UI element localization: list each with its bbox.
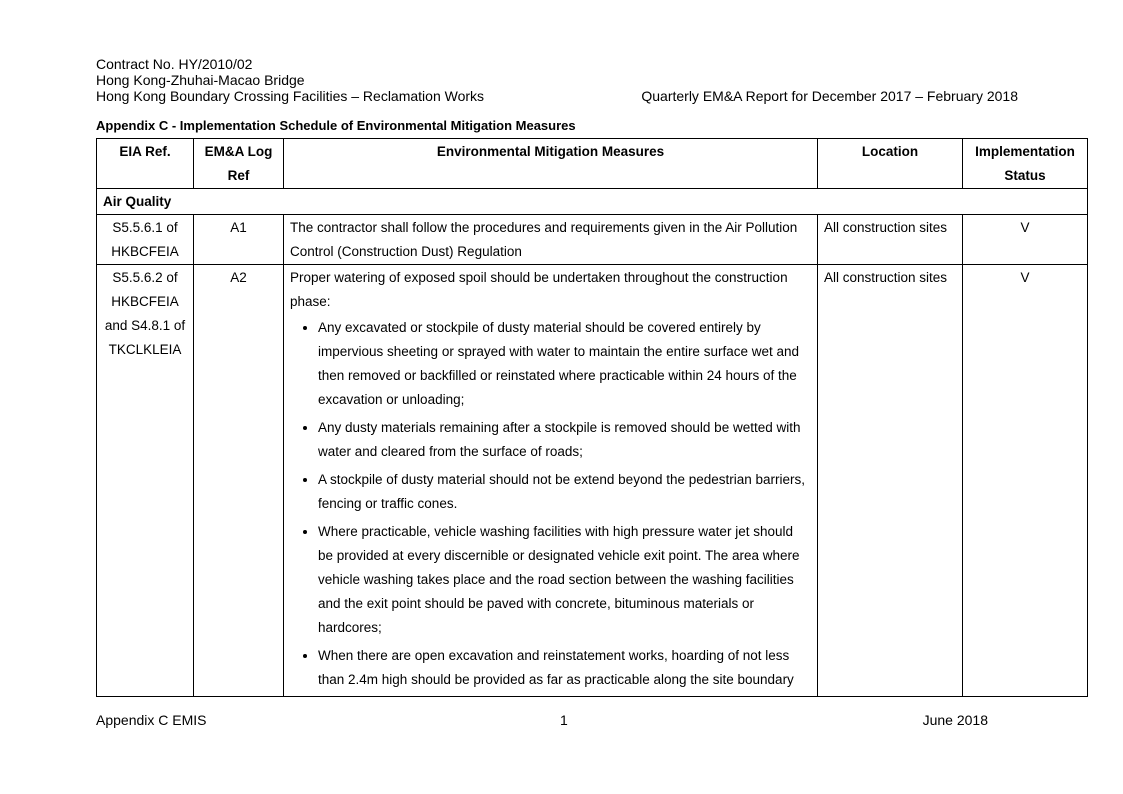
location-cell: All construction sites [818, 215, 963, 265]
header-log-ref: EM&A Log Ref [194, 139, 284, 189]
table-row [97, 265, 1088, 697]
list-item: • Where practicable, vehicle washing facilities with high pressure water jet should be provided at every discernible or designated vehicle exit point. The area where vehicle washing takes place and the road section between the washing facilities and the exit point should be paved with concrete, bituminous materials or hardcores; [318, 520, 811, 640]
measure-bullet-list [290, 316, 811, 692]
header-measures: Environmental Mitigation Measures [284, 139, 818, 189]
mitigation-schedule-table [96, 138, 1088, 697]
facility-name: Hong Kong Boundary Crossing Facilities – Reclamation Works [96, 88, 485, 104]
header-status: Implementation Status [963, 139, 1088, 189]
page-header [96, 56, 1026, 104]
status-cell: V [963, 215, 1088, 265]
header-location: Location [818, 139, 963, 189]
measure-cell [284, 265, 818, 697]
contract-number: Contract No. HY/2010/02 [96, 56, 253, 72]
footer-date: June 2018 [922, 712, 988, 728]
list-item: • Any dusty materials remaining after a stockpile is removed should be wetted with water and cleared from the surface of roads; [318, 416, 811, 464]
log-ref-cell: A1 [194, 215, 284, 265]
header-eia-ref: EIA Ref. [97, 139, 194, 189]
table-header-row [97, 139, 1088, 189]
footer-doc-name: Appendix C EMIS [96, 712, 207, 728]
list-item: • Any excavated or stockpile of dusty material should be covered entirely by impervious sheeting or sprayed with water to maintain the entire surface wet and then removed or backfilled or reinstated where practicable within 24 hours of the excavation or unloading; [318, 316, 811, 412]
log-ref-cell: A2 [194, 265, 284, 697]
table-row [97, 215, 1088, 265]
report-title: Quarterly EM&A Report for December 2017 – February 2018 [641, 88, 1018, 104]
page-footer [96, 712, 988, 728]
list-item: • When there are open excavation and reinstatement works, hoarding of not less than 2.4m high should be provided as far as practicable along the site boundary [318, 644, 811, 692]
status-cell: V [963, 265, 1088, 697]
location-cell: All construction sites [818, 265, 963, 697]
appendix-title: Appendix C - Implementation Schedule of Environmental Mitigation Measures [96, 118, 576, 133]
eia-ref-cell: S5.5.6.2 of HKBCFEIA and S4.8.1 of TKCLKLEIA [97, 265, 194, 697]
project-name: Hong Kong-Zhuhai-Macao Bridge [96, 72, 305, 88]
measure-cell: The contractor shall follow the procedures and requirements given in the Air Pollution Control (Construction Dust) Regulation [284, 215, 818, 265]
page-number: 1 [560, 712, 568, 728]
section-row [97, 189, 1088, 215]
eia-ref-cell: S5.5.6.1 of HKBCFEIA [97, 215, 194, 265]
section-air-quality: Air Quality [97, 189, 1088, 215]
measure-intro: Proper watering of exposed spoil should be undertaken throughout the construction phase: [290, 270, 788, 309]
list-item: • A stockpile of dusty material should not be extend beyond the pedestrian barriers, fencing or traffic cones. [318, 468, 811, 516]
